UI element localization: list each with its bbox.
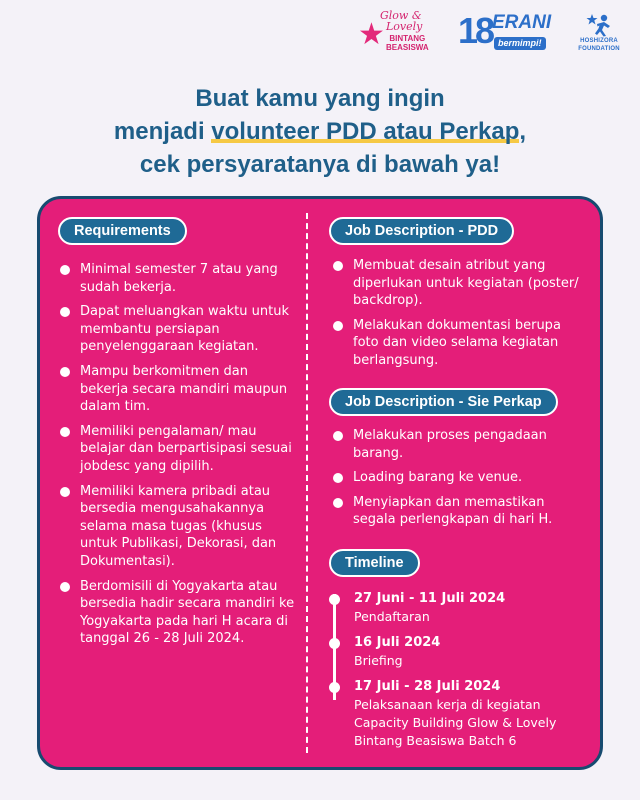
timeline-item: 27 Juni - 11 Juli 2024 Pendaftaran xyxy=(329,590,589,626)
list-item: Memiliki kamera pribadi atau bersedia mengusahakannya selama masa tugas (khusus untuk Publikasi, Dekorasi, dan Dokumentasi). xyxy=(60,483,298,571)
timeline-heading: Timeline xyxy=(329,549,420,577)
bullet-icon xyxy=(333,473,343,483)
glow-lovely-wordmark: Glow & Lovely xyxy=(380,9,423,33)
list-item: Loading barang ke venue. xyxy=(333,469,588,487)
bullet-icon xyxy=(333,261,343,271)
headline: Buat kamu yang ingin menjadi volunteer PDD atau Perkap, cek persyaratanya di bawah ya! xyxy=(113,85,527,178)
list-item: Dapat meluangkan waktu untuk membantu persiapan penyelenggaraan kegiatan. xyxy=(60,303,298,356)
timeline-dot-icon xyxy=(329,594,340,605)
hoshizora-logo: HOSHIZORA FOUNDATION xyxy=(572,13,626,53)
anniversary-number: 18 xyxy=(458,10,493,51)
bullet-icon xyxy=(333,498,343,508)
requirements-list xyxy=(60,261,298,655)
glow-lovely-logo xyxy=(358,10,436,56)
star-icon: ★ xyxy=(358,17,385,52)
bullet-icon xyxy=(333,321,343,331)
list-item: Membuat desain atribut yang diperlukan untuk kegiatan (poster/ backdrop). xyxy=(333,257,588,310)
job-perkap-heading: Job Description - Sie Perkap xyxy=(329,388,558,416)
bullet-icon xyxy=(60,582,70,592)
timeline-item: 17 Juli - 28 Juli 2024 Pelaksanaan kerja di kegiatan Capacity Building Glow & Lovely Bintang Beasiswa Batch 6 xyxy=(329,678,589,750)
bullet-icon xyxy=(60,367,70,377)
timeline-list xyxy=(329,590,589,758)
job-perkap-list xyxy=(333,427,588,536)
list-item: Menyiapkan dan memastikan segala perlengkapan di hari H. xyxy=(333,494,588,529)
job-pdd-heading: Job Description - PDD xyxy=(329,217,514,245)
list-item: Berdomisili di Yogyakarta atau bersedia hadir secara mandiri ke Yogyakarta pada hari H acara di tanggal 26 - 28 Juli 2024. xyxy=(60,578,298,648)
list-item: Minimal semester 7 atau yang sudah bekerja. xyxy=(60,261,298,296)
list-item: Memiliki pengalaman/ mau belajar dan berpartisipasi sesuai jobdesc yang dipilih. xyxy=(60,423,298,476)
bullet-icon xyxy=(60,427,70,437)
anniversary-tag: bermimpi! xyxy=(494,37,546,50)
column-divider xyxy=(306,213,308,753)
bullet-icon xyxy=(333,431,343,441)
timeline-item: 16 Juli 2024 Briefing xyxy=(329,634,589,670)
requirements-heading: Requirements xyxy=(58,217,187,245)
anniversary-logo xyxy=(458,11,550,55)
timeline-dot-icon xyxy=(329,638,340,649)
list-item: Mampu berkomitmen dan bekerja secara mandiri maupun dalam tim. xyxy=(60,363,298,416)
job-pdd-list xyxy=(333,257,588,377)
logo-bar xyxy=(358,10,626,56)
hoshizora-star-person-icon xyxy=(586,13,612,37)
timeline-dot-icon xyxy=(329,682,340,693)
anniversary-name: ERANI xyxy=(492,12,552,33)
list-item: Melakukan dokumentasi berupa foto dan video selama kegiatan berlangsung. xyxy=(333,317,588,370)
bullet-icon xyxy=(60,307,70,317)
bullet-icon xyxy=(60,265,70,275)
bintang-beasiswa-text: BINTANG BEASISWA xyxy=(386,34,429,52)
list-item: Melakukan proses pengadaan barang. xyxy=(333,427,588,462)
bullet-icon xyxy=(60,487,70,497)
headline-highlight: volunteer PDD atau Perkap xyxy=(211,118,520,145)
